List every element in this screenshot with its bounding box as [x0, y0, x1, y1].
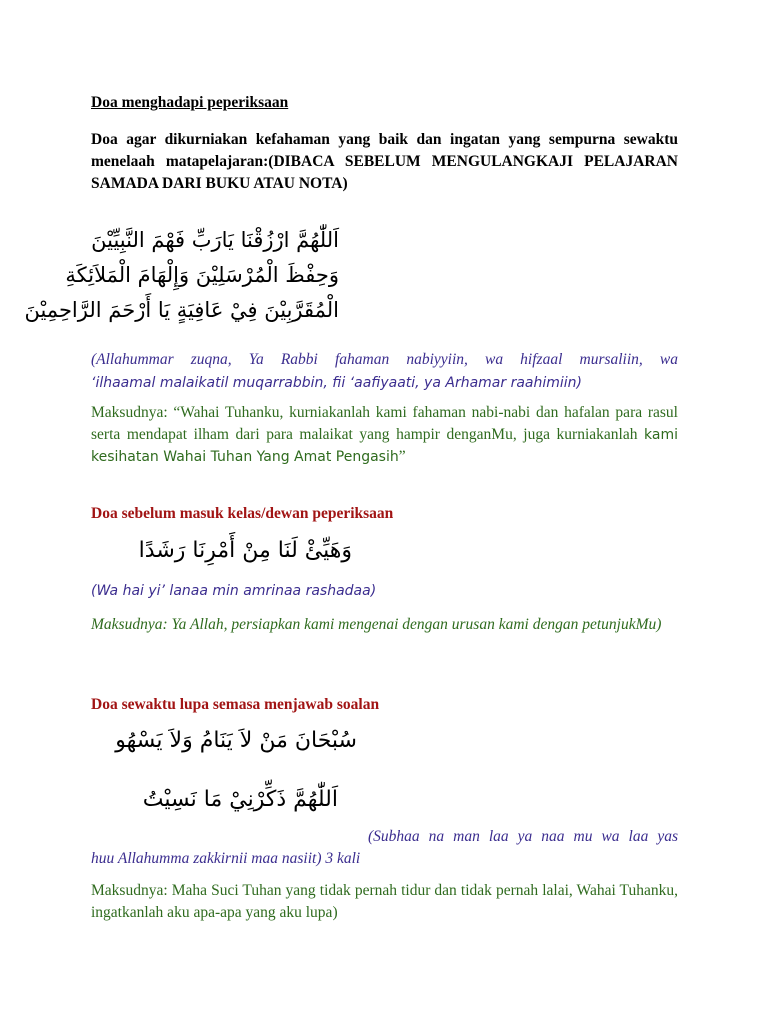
transliteration-line-2: ‘ilhaamal malaikatil muqarrabbin, fii ‘aafiyaati, ya Arhamar raahimiin) — [91, 375, 583, 391]
meaning-paragraph — [91, 402, 678, 468]
page-title: Doa menghadapi peperiksaan — [91, 94, 289, 111]
meaning-label: Maksudnya — [91, 404, 164, 421]
transliteration-forget-line-2: huu Allahumma zakkirnii maa nasiit) 3 kali — [91, 850, 361, 867]
meaning-forget: Maksudnya: Maha Suci Tuhan yang tidak pernah tidur dan tidak pernah lalai, Wahai Tuhanku, ingatkanlah aku apa-apa yang aku lupa) — [91, 882, 678, 921]
meaning-part-3: kami kesihatan Wahai Tuhan Yang Amat Pengasih — [91, 427, 678, 465]
meaning-part-4: ” — [398, 448, 406, 465]
section-heading-before-exam: Doa sebelum masuk kelas/dewan peperiksaan — [91, 505, 394, 522]
meaning-part-1: : “Wahai Tuhanku, kurniakanlah kami fahaman nabi — [163, 404, 499, 421]
intro-paragraph: Doa agar dikurniakan kefahaman yang baik dan ingatan yang sempurna sewaktu menelaah matapelajaran:(DIBACA SEBELUM MENGULANGKAJI PELAJARAN SAMADA DARI BUKU ATAU NOTA) — [91, 131, 678, 192]
arabic-doa-forget-line-1: سُبْحَانَ مَنْ لاَ يَنَامُ وَلاَ يَسْهُو — [115, 728, 357, 753]
arabic-doa-forget-line-2: اَللّٰهُمَّ ذَكِّرْنِيْ مَا نَسِيْتُ — [142, 787, 338, 812]
meaning-before-exam: Maksudnya: Ya Allah, persiapkan kami mengenai dengan urusan kami dengan petunjukMu) — [91, 616, 662, 633]
arabic-doa-before-exam: وَهَيِّئْ لَنَا مِنْ أَمْرِنَا رَشَدًا — [138, 538, 352, 563]
transliteration-line-1: (Allahummar zuqna, Ya Rabbi fahaman nabiyyiin, wa hifzaal mursaliin, wa — [91, 351, 678, 368]
meaning-part-2: -nabi dan hafalan para rasul serta mendapat ilham dari para malaikat yang hampir denganMu, juga kurniakanlah — [91, 404, 678, 443]
section-heading-forget: Doa sewaktu lupa semasa menjawab soalan — [91, 696, 380, 713]
arabic-doa-line-3: الْمُقَرَّبِيْنَ فِيْ عَافِيَةٍ يَا أَرْحَمَ الرَّاحِمِيْنَ — [24, 298, 339, 322]
arabic-doa-line-2: وَحِفْظَ الْمُرْسَلِيْنَ وَإِلْهَامَ الْمَلاَئِكَةِ — [65, 263, 339, 287]
arabic-doa-line-1: اَللّٰهُمَّ ارْزُقْنَا يَارَبِّ فَهْمَ النَّبِيِّيْنَ — [91, 228, 339, 252]
transliteration-forget-line-1: (Subhaa na man laa ya naa mu wa laa yas — [368, 828, 678, 845]
transliteration-before-exam: (Wa hai yi’ lanaa min amrinaa rashadaa) — [91, 583, 377, 599]
